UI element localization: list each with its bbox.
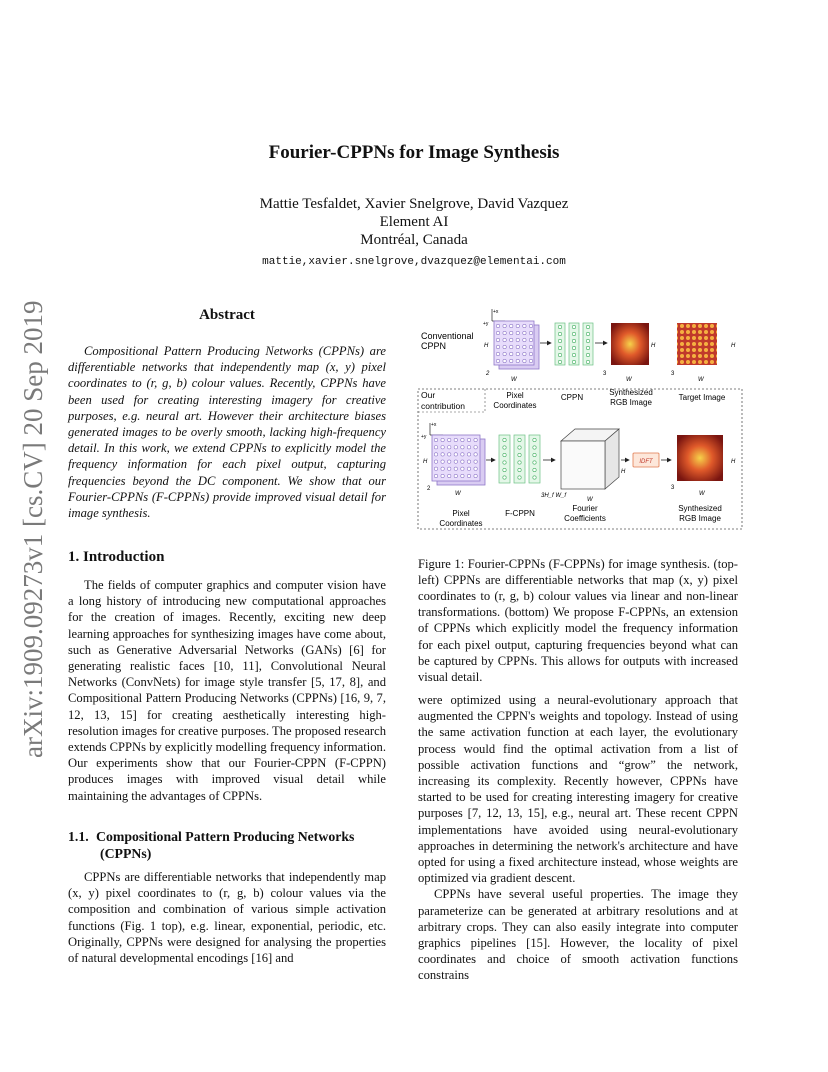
grid-dot xyxy=(448,453,451,456)
grid-dot xyxy=(529,324,532,327)
grid-dot xyxy=(518,476,521,479)
axis-y-label: +y xyxy=(483,321,489,327)
grid-dot xyxy=(533,476,536,479)
grid-dot xyxy=(516,324,519,327)
grid-dot xyxy=(529,352,532,355)
grid-dot xyxy=(441,438,444,441)
grid-dot xyxy=(572,346,575,349)
section-1-1-heading xyxy=(68,828,386,862)
author-email: mattie,xavier.snelgrove,dvazquez@elementai.com xyxy=(262,256,566,268)
grid-dot xyxy=(441,467,444,470)
grid-dot xyxy=(454,453,457,456)
figure-1-caption: Figure 1: Fourier-CPPNs (F-CPPNs) for image synthesis. (top-left) CPPNs are differentiable networks that map (x, y) pixel coordinates to (r, g, b) colour values via linear and non-linear transformations. (bottom) We propose F-CPPNs, an extension of CPPNs which explicitly model the frequency information for each pixel output, capturing frequencies beyond what can be captured by CPPNs. This allows for outputs with increased visual detail. xyxy=(418,556,738,685)
grid-dot xyxy=(434,474,437,477)
grid-dot xyxy=(572,325,575,328)
grid-dot xyxy=(533,461,536,464)
grid-dot xyxy=(529,338,532,341)
grid-dot xyxy=(467,446,470,449)
our-label-2: contribution xyxy=(421,401,465,411)
grid-dot xyxy=(510,345,513,348)
fcppn-label: F-CPPN xyxy=(505,509,535,518)
dim-h-top: H xyxy=(484,343,489,349)
grid-dot xyxy=(529,359,532,362)
grid-dot xyxy=(448,438,451,441)
dim-h-synth: H xyxy=(651,343,656,349)
grid-dot xyxy=(558,353,561,356)
section-title-line1: Compositional Pattern Producing Networks xyxy=(96,829,355,844)
grid-dot xyxy=(434,453,437,456)
synth-label-bottom-1: Synthesized xyxy=(678,504,722,513)
grid-dot xyxy=(533,446,536,449)
grid-dot xyxy=(474,474,477,477)
dim-h-target: H xyxy=(731,343,736,349)
grid-dot xyxy=(461,438,464,441)
dim-2-top: 2 xyxy=(486,371,490,377)
grid-dot xyxy=(516,352,519,355)
grid-dot xyxy=(454,438,457,441)
grid-dot xyxy=(558,339,561,342)
grid-dot xyxy=(558,325,561,328)
grid-dot xyxy=(558,360,561,363)
dim-3hw: 3H_f W_f xyxy=(541,493,567,499)
coeff-label-2: Coefficients xyxy=(564,514,606,523)
dim-w-bottom: W xyxy=(455,491,461,497)
grid-dot xyxy=(496,331,499,334)
grid-dot xyxy=(523,338,526,341)
grid-dot xyxy=(510,324,513,327)
grid-dot xyxy=(434,467,437,470)
conventional-label-line1: Conventional xyxy=(421,331,474,341)
grid-dot xyxy=(503,352,506,355)
synth-label-top-1: Synthesized xyxy=(609,388,653,397)
grid-dot xyxy=(518,453,521,456)
grid-dot xyxy=(474,438,477,441)
axis-x-label: +x xyxy=(493,309,499,315)
grid-dot xyxy=(586,360,589,363)
author-names: Mattie Tesfaldet, Xavier Snelgrove, David Vazquez xyxy=(259,196,569,212)
grid-dot xyxy=(441,460,444,463)
grid-dot xyxy=(503,324,506,327)
coords-label-top-2: Coordinates xyxy=(493,401,537,410)
grid-dot xyxy=(467,467,470,470)
pixel-label-bottom-1: Pixel xyxy=(452,509,470,518)
grid-dot xyxy=(529,345,532,348)
grid-dot xyxy=(461,467,464,470)
section-1-1-text: CPPNs are differentiable networks that independently map (x, y) pixel coordinates to (r, g, b) colour values via the composition and combination of various simple activation functions (Fig. 1 top), e.g. linear, exponential, periodic, etc. Originally, CPPNs were designed for analysing the properties of natural developmental encodings [16] and xyxy=(68,870,386,966)
fourier-label-1: Fourier xyxy=(572,504,598,513)
grid-dot xyxy=(558,346,561,349)
dim-w-target: W xyxy=(698,377,704,383)
arxiv-stamp xyxy=(12,290,52,760)
grid-dot xyxy=(533,438,536,441)
grid-dot xyxy=(572,353,575,356)
dim-h-bottom: H xyxy=(423,459,428,465)
grid-dot xyxy=(533,453,536,456)
grid-dot xyxy=(496,359,499,362)
grid-dot xyxy=(518,446,521,449)
grid-dot xyxy=(461,446,464,449)
grid-dot xyxy=(503,345,506,348)
grid-dot xyxy=(523,359,526,362)
dim-h-synth-b: H xyxy=(731,459,736,465)
grid-dot xyxy=(586,353,589,356)
grid-dot xyxy=(518,438,521,441)
right-paragraph-2: CPPNs have several useful properties. The image they parameterize can be generated at arbitrary resolutions and at arbitrary crops. They can also easily integrate into computer graphics pipelines [15]. However, the locality of pixel coordinates and choice of smooth activation functions constrains xyxy=(418,887,738,983)
section-number: 1.1. xyxy=(68,829,89,844)
grid-dot xyxy=(516,359,519,362)
grid-dot xyxy=(503,331,506,334)
rgb-label-bottom-2: RGB Image xyxy=(679,514,721,523)
grid-dot xyxy=(558,332,561,335)
axis-x-label-b: +x xyxy=(431,422,437,428)
pixel-grid-bottom xyxy=(432,435,485,485)
arxiv-id: arXiv:1909.09273v1 [cs.CV] 20 Sep 2019 xyxy=(18,300,48,758)
grid-dot xyxy=(454,460,457,463)
grid-dot xyxy=(448,446,451,449)
grid-dot xyxy=(503,453,506,456)
grid-dot xyxy=(434,438,437,441)
abstract-heading: Abstract xyxy=(199,307,255,323)
pixel-label-top-1: Pixel xyxy=(506,391,524,400)
grid-dot xyxy=(503,338,506,341)
target-image xyxy=(677,323,717,365)
section-1-text: The fields of computer graphics and computer vision have a long history of introducing new computational approaches for the creation of images. Recently, exciting new deep learning approaches for synthesizing images have come about, such as Generative Adversarial Networks (GANs) [6] for generating realistic faces [10, 11], Convolutional Neural Networks (ConvNets) for image style transfer [5, 17, 8], and Compositional Pattern Producing Networks (CPPNs) [16, 9, 7, 12, 13, 15] for creating aesthetically interesting high-resolution images for creative purposes. The proposed research extends CPPNs by explicitly modelling frequency information. Our experiments show that our Fourier-CPPN (F-CPPN) produces images with improved visual detail while maintaining the advantages of CPPNs. xyxy=(68,578,386,803)
grid-dot xyxy=(454,474,457,477)
grid-dot xyxy=(518,461,521,464)
location: Montréal, Canada xyxy=(360,232,468,248)
grid-dot xyxy=(510,331,513,334)
dim-3-synth: 3 xyxy=(603,371,607,377)
dim-w-fourier: W xyxy=(587,497,593,503)
grid-dot xyxy=(474,453,477,456)
rgb-label-top-2: RGB Image xyxy=(610,398,652,407)
grid-dot xyxy=(496,345,499,348)
grid-dot xyxy=(523,324,526,327)
grid-dot xyxy=(510,359,513,362)
grid-dot xyxy=(503,468,506,471)
grid-dot xyxy=(503,359,506,362)
dim-2-bottom: 2 xyxy=(427,486,431,492)
grid-dot xyxy=(441,446,444,449)
grid-dot xyxy=(533,468,536,471)
grid-dot xyxy=(448,467,451,470)
grid-dot xyxy=(474,446,477,449)
grid-dot xyxy=(572,332,575,335)
grid-dot xyxy=(523,345,526,348)
grid-dot xyxy=(467,453,470,456)
dim-w-top: W xyxy=(511,377,517,383)
grid-dot xyxy=(523,352,526,355)
figure-1-diagram xyxy=(415,305,745,530)
grid-dot xyxy=(441,474,444,477)
abstract-text: Compositional Pattern Producing Networks (CPPNs) are differentiable networks that independently map (x, y) pixel coordinates to (r, g, b) colour values. Recently, CPPNs have been used for creating interesting imagery for creative purposes, e.g. neural art. However their architecture biases generated images to be overly smooth, lacking high-frequency detail. In this work, we extend CPPNs to explicitly model the frequency information for each pixel output, capturing frequencies beyond the DC component. We show that our Fourier-CPPNs (F-CPPNs) provide improved visual detail for image synthesis. xyxy=(68,344,386,521)
grid-dot xyxy=(572,360,575,363)
grid-dot xyxy=(448,460,451,463)
grid-dot xyxy=(467,438,470,441)
grid-dot xyxy=(586,339,589,342)
section-1-heading: 1. Introduction xyxy=(68,549,165,565)
grid-dot xyxy=(474,460,477,463)
grid-dot xyxy=(496,338,499,341)
our-label-1: Our xyxy=(421,390,436,400)
grid-dot xyxy=(586,325,589,328)
grid-dot xyxy=(529,331,532,334)
grid-dot xyxy=(474,467,477,470)
cppn-layers-top xyxy=(555,323,593,365)
grid-dot xyxy=(461,453,464,456)
author-block xyxy=(0,195,828,249)
grid-dot xyxy=(516,338,519,341)
grid-dot xyxy=(434,460,437,463)
synthesized-image-top xyxy=(611,323,649,365)
grid-dot xyxy=(510,338,513,341)
grid-dot xyxy=(503,461,506,464)
grid-dot xyxy=(572,339,575,342)
grid-dot xyxy=(510,352,513,355)
grid-dot xyxy=(461,460,464,463)
grid-dot xyxy=(503,438,506,441)
right-paragraph-1: were optimized using a neural-evolutionary approach that augmented the CPPN's weights and topology. Instead of using the same activation function at each layer, the evolutionary process would find the optimal activation from a list of possible activation functions and “grow” the network, increasing its complexity. Recently however, CPPNs have started to be used for creating interesting imagery for creative purposes [7, 12, 13, 15], e.g., neural art. These recent CPPN implementations have avoided using neural-evolutionary approaches in determining the network's architecture and have opted for using a fixed architecture instead, whose weights are optimized via gradient descent. xyxy=(418,693,738,886)
grid-dot xyxy=(503,476,506,479)
affiliation: Element AI xyxy=(379,214,449,230)
grid-dot xyxy=(586,346,589,349)
grid-dot xyxy=(454,467,457,470)
fourier-coefficient-cube xyxy=(561,429,619,489)
grid-dot xyxy=(503,446,506,449)
section-title-line2: (CPPNs) xyxy=(100,846,152,861)
grid-dot xyxy=(461,474,464,477)
cppn-label: CPPN xyxy=(560,393,584,402)
grid-dot xyxy=(516,331,519,334)
grid-dot xyxy=(518,468,521,471)
dim-3-target: 3 xyxy=(671,371,675,377)
idft-label: IDFT xyxy=(639,459,653,465)
right-column-text xyxy=(418,692,738,984)
grid-dot xyxy=(434,446,437,449)
grid-dot xyxy=(496,352,499,355)
dim-h-fourier: H xyxy=(621,469,626,475)
grid-dot xyxy=(516,345,519,348)
paper-title: Fourier-CPPNs for Image Synthesis xyxy=(268,142,560,163)
axis-y-label-b: +y xyxy=(421,434,427,440)
synthesized-image-bottom xyxy=(677,435,723,481)
grid-dot xyxy=(523,331,526,334)
target-label: Target Image xyxy=(678,393,726,402)
grid-dot xyxy=(496,324,499,327)
grid-dot xyxy=(467,460,470,463)
grid-dot xyxy=(586,332,589,335)
dim-w-synth-b: W xyxy=(699,491,705,497)
grid-dot xyxy=(467,474,470,477)
coords-label-bottom-2: Coordinates xyxy=(439,519,483,528)
dim-w-synth: W xyxy=(626,377,632,383)
grid-dot xyxy=(454,446,457,449)
grid-dot xyxy=(441,453,444,456)
grid-dot xyxy=(448,474,451,477)
dim-3-synth-b: 3 xyxy=(671,485,675,491)
conventional-label-line2: CPPN xyxy=(421,341,447,351)
